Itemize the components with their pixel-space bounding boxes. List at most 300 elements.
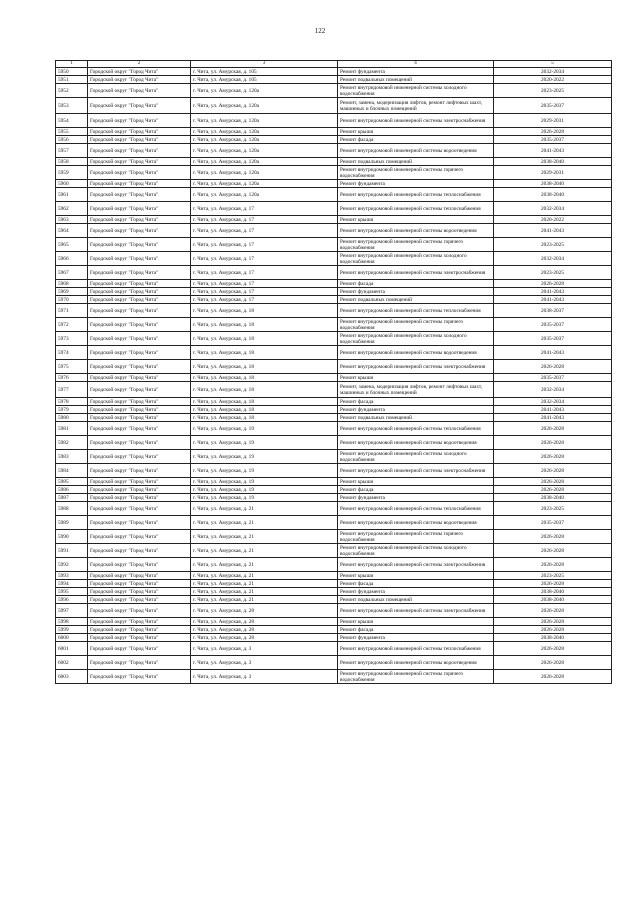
row-number-cell: 5983: [56, 450, 88, 464]
municipality-cell: Городской округ "Город Чита": [88, 544, 191, 558]
work-type-cell: Ремонт фундамента: [338, 288, 494, 296]
table-row: [56, 76, 612, 84]
work-type-cell: Ремонт внутридомовой инженерной системы теплоснабжения: [338, 642, 494, 656]
row-number-cell: 5980: [56, 414, 88, 422]
work-type-cell: Ремонт внутридомовой инженерной системы электроснабжения: [338, 114, 494, 128]
table-row: [56, 136, 612, 144]
table-row: [56, 180, 612, 188]
work-type-cell: Ремонт крыши: [338, 216, 494, 224]
municipality-cell: Городской округ "Город Чита": [88, 280, 191, 288]
table-row: [56, 530, 612, 544]
address-cell: г. Чита, ул. Амурская, д. 3: [191, 656, 338, 670]
table-row: [56, 502, 612, 516]
address-cell: г. Чита, ул. Амурская, д. 21: [191, 530, 338, 544]
period-cell: 2032-2034: [494, 382, 612, 398]
row-number-cell: 5988: [56, 502, 88, 516]
period-cell: 2020-2022: [494, 76, 612, 84]
table-row: [56, 128, 612, 136]
address-cell: г. Чита, ул. Амурская, д. 120а: [191, 144, 338, 158]
table-row: [56, 670, 612, 684]
municipality-cell: Городской округ "Город Чита": [88, 486, 191, 494]
municipality-cell: Городской округ "Город Чита": [88, 266, 191, 280]
municipality-cell: Городской округ "Город Чита": [88, 68, 191, 76]
address-cell: г. Чита, ул. Амурская, д. 120а: [191, 98, 338, 114]
address-cell: г. Чита, ул. Амурская, д. 17: [191, 266, 338, 280]
row-number-cell: 5975: [56, 360, 88, 374]
period-cell: 2026-2028: [494, 656, 612, 670]
work-type-cell: Ремонт фундамента: [338, 634, 494, 642]
work-type-cell: Ремонт фасада: [338, 280, 494, 288]
table-row: [56, 626, 612, 634]
period-cell: 2041-2043: [494, 406, 612, 414]
table-row: [56, 634, 612, 642]
period-cell: 2032-2034: [494, 252, 612, 266]
address-cell: г. Чита, ул. Амурская, д. 21: [191, 558, 338, 572]
municipality-cell: Городской округ "Город Чита": [88, 374, 191, 382]
row-number-cell: 5982: [56, 436, 88, 450]
work-type-cell: Ремонт внутридомовой инженерной системы холодного водоснабжения: [338, 84, 494, 98]
work-type-cell: Ремонт внутридомовой инженерной системы теплоснабжения: [338, 188, 494, 202]
table-row: [56, 188, 612, 202]
period-cell: 2038-2040: [494, 588, 612, 596]
municipality-cell: Городской округ "Город Чита": [88, 318, 191, 332]
municipality-cell: Городской округ "Город Чита": [88, 494, 191, 502]
address-cell: г. Чита, ул. Амурская, д. 19: [191, 436, 338, 450]
period-cell: 2026-2028: [494, 280, 612, 288]
period-cell: 2026-2028: [494, 530, 612, 544]
row-number-cell: 5995: [56, 588, 88, 596]
work-type-cell: Ремонт фундамента: [338, 494, 494, 502]
row-number-cell: 5957: [56, 144, 88, 158]
row-number-cell: 5962: [56, 202, 88, 216]
period-cell: 2035-2037: [494, 374, 612, 382]
municipality-cell: Городской округ "Город Чита": [88, 422, 191, 436]
municipality-cell: Городской округ "Город Чита": [88, 530, 191, 544]
period-cell: 2038-2040: [494, 634, 612, 642]
table-row: [56, 296, 612, 304]
header-cell-1: 1: [56, 61, 88, 68]
row-number-cell: 5993: [56, 572, 88, 580]
work-type-cell: Ремонт фасада: [338, 136, 494, 144]
table-row: [56, 374, 612, 382]
row-number-cell: 5992: [56, 558, 88, 572]
table-row: [56, 346, 612, 360]
address-cell: г. Чита, ул. Амурская, д. 18: [191, 382, 338, 398]
address-cell: г. Чита, ул. Амурская, д. 21: [191, 596, 338, 604]
row-number-cell: 5996: [56, 596, 88, 604]
work-type-cell: Ремонт внутридомовой инженерной системы электроснабжения: [338, 604, 494, 618]
municipality-cell: Городской округ "Город Чита": [88, 656, 191, 670]
work-type-cell: Ремонт внутридомовой инженерной системы горячего водоснабжения: [338, 670, 494, 684]
address-cell: г. Чита, ул. Амурская, д. 21: [191, 572, 338, 580]
municipality-cell: Городской округ "Город Чита": [88, 558, 191, 572]
address-cell: г. Чита, ул. Амурская, д. 120а: [191, 180, 338, 188]
period-cell: 2041-2043: [494, 224, 612, 238]
table-row: [56, 398, 612, 406]
address-cell: г. Чита, ул. Амурская, д. 18: [191, 318, 338, 332]
address-cell: г. Чита, ул. Амурская, д. 18: [191, 360, 338, 374]
municipality-cell: Городской округ "Город Чита": [88, 238, 191, 252]
municipality-cell: Городской округ "Город Чита": [88, 216, 191, 224]
municipality-cell: Городской округ "Город Чита": [88, 580, 191, 588]
address-cell: г. Чита, ул. Амурская, д. 17: [191, 224, 338, 238]
work-type-cell: Ремонт фундамента: [338, 588, 494, 596]
table-row: [56, 494, 612, 502]
period-cell: 2038-2040: [494, 596, 612, 604]
municipality-cell: Городской округ "Город Чита": [88, 180, 191, 188]
work-type-cell: Ремонт внутридомовой инженерной системы водоотведения: [338, 224, 494, 238]
row-number-cell: 5987: [56, 494, 88, 502]
work-type-cell: Ремонт подвальных помещений: [338, 296, 494, 304]
period-cell: 2020-2022: [494, 216, 612, 224]
row-number-cell: 5972: [56, 318, 88, 332]
row-number-cell: 5999: [56, 626, 88, 634]
row-number-cell: 5977: [56, 382, 88, 398]
table-row: [56, 280, 612, 288]
table-row: [56, 596, 612, 604]
municipality-cell: Городской округ "Город Чита": [88, 478, 191, 486]
municipality-cell: Городской округ "Город Чита": [88, 98, 191, 114]
table-row: [56, 144, 612, 158]
address-cell: г. Чита, ул. Амурская, д. 19: [191, 486, 338, 494]
period-cell: 2026-2028: [494, 450, 612, 464]
row-number-cell: 5976: [56, 374, 88, 382]
address-cell: г. Чита, ул. Амурская, д. 18: [191, 332, 338, 346]
period-cell: 2032-2034: [494, 68, 612, 76]
table-row: [56, 464, 612, 478]
work-type-cell: Ремонт внутридомовой инженерной системы электроснабжения: [338, 360, 494, 374]
period-cell: 2029-2031: [494, 114, 612, 128]
period-cell: 2026-2028: [494, 436, 612, 450]
table-row: [56, 84, 612, 98]
table-row: [56, 642, 612, 656]
municipality-cell: Городской округ "Город Чита": [88, 588, 191, 596]
capital-repair-table: [55, 60, 612, 684]
address-cell: г. Чита, ул. Амурская, д. 19: [191, 478, 338, 486]
address-cell: г. Чита, ул. Амурская, д. 19: [191, 422, 338, 436]
address-cell: г. Чита, ул. Амурская, д. 18: [191, 374, 338, 382]
work-type-cell: Ремонт крыши: [338, 618, 494, 626]
address-cell: г. Чита, ул. Амурская, д. 18: [191, 406, 338, 414]
row-number-cell: 6000: [56, 634, 88, 642]
address-cell: г. Чита, ул. Амурская, д. 105: [191, 76, 338, 84]
address-cell: г. Чита, ул. Амурская, д. 28: [191, 618, 338, 626]
municipality-cell: Городской округ "Город Чита": [88, 296, 191, 304]
table-row: [56, 572, 612, 580]
period-cell: 2026-2028: [494, 478, 612, 486]
municipality-cell: Городской округ "Город Чита": [88, 346, 191, 360]
row-number-cell: 6003: [56, 670, 88, 684]
row-number-cell: 6002: [56, 656, 88, 670]
period-cell: 2023-2025: [494, 238, 612, 252]
row-number-cell: 5965: [56, 238, 88, 252]
municipality-cell: Городской округ "Город Чита": [88, 288, 191, 296]
address-cell: г. Чита, ул. Амурская, д. 19: [191, 450, 338, 464]
period-cell: 2023-2025: [494, 266, 612, 280]
table-row: [56, 318, 612, 332]
municipality-cell: Городской округ "Город Чита": [88, 166, 191, 180]
page-number: 122: [314, 27, 326, 35]
table-body: [56, 61, 612, 684]
period-cell: 2029-2031: [494, 166, 612, 180]
period-cell: 2026-2028: [494, 544, 612, 558]
municipality-cell: Городской округ "Город Чита": [88, 304, 191, 318]
address-cell: г. Чита, ул. Амурская, д. 17: [191, 238, 338, 252]
period-cell: 2041-2043: [494, 288, 612, 296]
table-row: [56, 422, 612, 436]
table-row: [56, 158, 612, 166]
municipality-cell: Городской округ "Город Чита": [88, 84, 191, 98]
period-cell: 2026-2028: [494, 626, 612, 634]
period-cell: 2026-2028: [494, 604, 612, 618]
work-type-cell: Ремонт внутридомовой инженерной системы теплоснабжения: [338, 202, 494, 216]
period-cell: 2035-2037: [494, 516, 612, 530]
table-row: [56, 604, 612, 618]
address-cell: г. Чита, ул. Амурская, д. 120а: [191, 166, 338, 180]
address-cell: г. Чита, ул. Амурская, д. 18: [191, 304, 338, 318]
row-number-cell: 5990: [56, 530, 88, 544]
period-cell: 2041-2043: [494, 144, 612, 158]
period-cell: 2038-2040: [494, 180, 612, 188]
municipality-cell: Городской округ "Город Чита": [88, 158, 191, 166]
work-type-cell: Ремонт внутридомовой инженерной системы холодного водоснабжения: [338, 332, 494, 346]
row-number-cell: 5998: [56, 618, 88, 626]
address-cell: г. Чита, ул. Амурская, д. 120а: [191, 158, 338, 166]
work-type-cell: Ремонт внутридомовой инженерной системы холодного водоснабжения: [338, 252, 494, 266]
table-row: [56, 588, 612, 596]
municipality-cell: Городской округ "Город Чита": [88, 202, 191, 216]
table-row: [56, 288, 612, 296]
work-type-cell: Ремонт фасада: [338, 626, 494, 634]
table-row: [56, 166, 612, 180]
address-cell: г. Чита, ул. Амурская, д. 19: [191, 464, 338, 478]
municipality-cell: Городской округ "Город Чита": [88, 634, 191, 642]
work-type-cell: Ремонт, замена, модернизация лифтов, ремонт лифтовых шахт, машинных и блочных помещений: [338, 382, 494, 398]
address-cell: г. Чита, ул. Амурская, д. 18: [191, 414, 338, 422]
period-cell: 2041-2043: [494, 296, 612, 304]
period-cell: 2035-2037: [494, 136, 612, 144]
municipality-cell: Городской округ "Город Чита": [88, 224, 191, 238]
period-cell: 2035-2037: [494, 98, 612, 114]
row-number-cell: 5966: [56, 252, 88, 266]
table-row: [56, 436, 612, 450]
municipality-cell: Городской округ "Город Чита": [88, 252, 191, 266]
work-type-cell: Ремонт внутридомовой инженерной системы электроснабжения: [338, 464, 494, 478]
row-number-cell: 5994: [56, 580, 88, 588]
row-number-cell: 5958: [56, 158, 88, 166]
period-cell: 2023-2025: [494, 572, 612, 580]
municipality-cell: Городской округ "Город Чита": [88, 572, 191, 580]
table-row: [56, 224, 612, 238]
row-number-cell: 5954: [56, 114, 88, 128]
table-row: [56, 304, 612, 318]
address-cell: г. Чита, ул. Амурская, д. 120а: [191, 136, 338, 144]
municipality-cell: Городской округ "Город Чита": [88, 188, 191, 202]
period-cell: 2026-2028: [494, 128, 612, 136]
row-number-cell: 5953: [56, 98, 88, 114]
period-cell: 2026-2028: [494, 558, 612, 572]
work-type-cell: Ремонт подвальных помещений: [338, 596, 494, 604]
table-row: [56, 252, 612, 266]
row-number-cell: 5991: [56, 544, 88, 558]
address-cell: г. Чита, ул. Амурская, д. 17: [191, 202, 338, 216]
row-number-cell: 5985: [56, 478, 88, 486]
table-row: [56, 414, 612, 422]
address-cell: г. Чита, ул. Амурская, д. 21: [191, 502, 338, 516]
work-type-cell: Ремонт фундамента: [338, 68, 494, 76]
row-number-cell: 5997: [56, 604, 88, 618]
period-cell: 2035-2037: [494, 332, 612, 346]
period-cell: 2026-2028: [494, 670, 612, 684]
period-cell: 2038-2040: [494, 494, 612, 502]
table-row: [56, 202, 612, 216]
table-row: [56, 266, 612, 280]
row-number-cell: 5967: [56, 266, 88, 280]
period-cell: 2041-2043: [494, 414, 612, 422]
header-cell-3: 3: [191, 61, 338, 68]
address-cell: г. Чита, ул. Амурская, д. 21: [191, 588, 338, 596]
address-cell: г. Чита, ул. Амурская, д. 17: [191, 216, 338, 224]
table-row: [56, 580, 612, 588]
header-cell-5: 5: [494, 61, 612, 68]
row-number-cell: 5971: [56, 304, 88, 318]
table-row: [56, 68, 612, 76]
address-cell: г. Чита, ул. Амурская, д. 18: [191, 398, 338, 406]
work-type-cell: Ремонт крыши: [338, 478, 494, 486]
municipality-cell: Городской округ "Город Чита": [88, 502, 191, 516]
address-cell: г. Чита, ул. Амурская, д. 21: [191, 580, 338, 588]
work-type-cell: Ремонт внутридомовой инженерной системы теплоснабжения: [338, 502, 494, 516]
work-type-cell: Ремонт внутридомовой инженерной системы холодного водоснабжения: [338, 544, 494, 558]
row-number-cell: 6001: [56, 642, 88, 656]
municipality-cell: Городской округ "Город Чита": [88, 332, 191, 346]
row-number-cell: 5955: [56, 128, 88, 136]
work-type-cell: Ремонт подвальных помещений: [338, 414, 494, 422]
address-cell: г. Чита, ул. Амурская, д. 17: [191, 252, 338, 266]
work-type-cell: Ремонт внутридомовой инженерной системы горячего водоснабжения: [338, 166, 494, 180]
period-cell: 2035-2037: [494, 318, 612, 332]
municipality-cell: Городской округ "Город Чита": [88, 406, 191, 414]
work-type-cell: Ремонт внутридомовой инженерной системы теплоснабжения: [338, 304, 494, 318]
table-row: [56, 478, 612, 486]
row-number-cell: 5952: [56, 84, 88, 98]
municipality-cell: Городской округ "Город Чита": [88, 114, 191, 128]
work-type-cell: Ремонт внутридомовой инженерной системы холодного водоснабжения: [338, 450, 494, 464]
work-type-cell: Ремонт внутридомовой инженерной системы горячего водоснабжения: [338, 530, 494, 544]
municipality-cell: Городской округ "Город Чита": [88, 398, 191, 406]
row-number-cell: 5989: [56, 516, 88, 530]
row-number-cell: 5969: [56, 288, 88, 296]
period-cell: 2038-2040: [494, 188, 612, 202]
municipality-cell: Городской округ "Город Чита": [88, 414, 191, 422]
row-number-cell: 5960: [56, 180, 88, 188]
period-cell: 2026-2028: [494, 486, 612, 494]
work-type-cell: Ремонт внутридомовой инженерной системы водоотведения: [338, 656, 494, 670]
table-row: [56, 332, 612, 346]
address-cell: г. Чита, ул. Амурская, д. 28: [191, 634, 338, 642]
table-row: [56, 98, 612, 114]
row-number-cell: 5979: [56, 406, 88, 414]
work-type-cell: Ремонт фасада: [338, 398, 494, 406]
municipality-cell: Городской округ "Город Чита": [88, 436, 191, 450]
address-cell: г. Чита, ул. Амурская, д. 21: [191, 516, 338, 530]
work-type-cell: Ремонт внутридомовой инженерной системы горячего водоснабжения: [338, 318, 494, 332]
work-type-cell: Ремонт, замена, модернизация лифтов, ремонт лифтовых шахт, машинных и блочных помещений: [338, 98, 494, 114]
table-header-row: [56, 61, 612, 68]
municipality-cell: Городской округ "Город Чита": [88, 464, 191, 478]
period-cell: 2041-2043: [494, 346, 612, 360]
municipality-cell: Городской округ "Город Чита": [88, 604, 191, 618]
table-row: [56, 618, 612, 626]
table-row: [56, 216, 612, 224]
period-cell: 2032-2034: [494, 398, 612, 406]
municipality-cell: Городской округ "Город Чита": [88, 382, 191, 398]
address-cell: г. Чита, ул. Амурская, д. 120а: [191, 84, 338, 98]
table-row: [56, 544, 612, 558]
municipality-cell: Городской округ "Город Чита": [88, 516, 191, 530]
municipality-cell: Городской округ "Город Чита": [88, 626, 191, 634]
period-cell: 2038-2037: [494, 304, 612, 318]
address-cell: г. Чита, ул. Амурская, д. 120а: [191, 188, 338, 202]
row-number-cell: 5950: [56, 68, 88, 76]
work-type-cell: Ремонт внутридомовой инженерной системы водоотведения: [338, 144, 494, 158]
municipality-cell: Городской округ "Город Чита": [88, 76, 191, 84]
row-number-cell: 5968: [56, 280, 88, 288]
period-cell: 2026-2028: [494, 464, 612, 478]
municipality-cell: Городской округ "Город Чита": [88, 642, 191, 656]
municipality-cell: Городской округ "Город Чита": [88, 360, 191, 374]
address-cell: г. Чита, ул. Амурская, д. 17: [191, 296, 338, 304]
address-cell: г. Чита, ул. Амурская, д. 17: [191, 280, 338, 288]
row-number-cell: 5956: [56, 136, 88, 144]
table-row: [56, 238, 612, 252]
table-row: [56, 114, 612, 128]
work-type-cell: Ремонт крыши: [338, 374, 494, 382]
row-number-cell: 5981: [56, 422, 88, 436]
row-number-cell: 5959: [56, 166, 88, 180]
table-row: [56, 382, 612, 398]
table-row: [56, 360, 612, 374]
address-cell: г. Чита, ул. Амурская, д. 28: [191, 626, 338, 634]
work-type-cell: Ремонт внутридомовой инженерной системы водоотведения: [338, 346, 494, 360]
period-cell: 2026-2028: [494, 360, 612, 374]
row-number-cell: 5986: [56, 486, 88, 494]
municipality-cell: Городской округ "Город Чита": [88, 596, 191, 604]
work-type-cell: Ремонт крыши: [338, 128, 494, 136]
row-number-cell: 5964: [56, 224, 88, 238]
table-row: [56, 406, 612, 414]
row-number-cell: 5970: [56, 296, 88, 304]
municipality-cell: Городской округ "Город Чита": [88, 450, 191, 464]
period-cell: 2026-2028: [494, 580, 612, 588]
municipality-cell: Городской округ "Город Чита": [88, 144, 191, 158]
address-cell: г. Чита, ул. Амурская, д. 28: [191, 604, 338, 618]
period-cell: 2026-2028: [494, 422, 612, 436]
table-row: [56, 516, 612, 530]
municipality-cell: Городской округ "Город Чита": [88, 136, 191, 144]
row-number-cell: 5961: [56, 188, 88, 202]
row-number-cell: 5951: [56, 76, 88, 84]
period-cell: 2026-2028: [494, 642, 612, 656]
work-type-cell: Ремонт крыши: [338, 572, 494, 580]
work-type-cell: Ремонт фасада: [338, 580, 494, 588]
work-type-cell: Ремонт внутридомовой инженерной системы электроснабжения: [338, 266, 494, 280]
row-number-cell: 5984: [56, 464, 88, 478]
work-type-cell: Ремонт подвальных помещений: [338, 158, 494, 166]
period-cell: 2026-2028: [494, 618, 612, 626]
address-cell: г. Чита, ул. Амурская, д. 120а: [191, 128, 338, 136]
header-cell-2: 2: [88, 61, 191, 68]
